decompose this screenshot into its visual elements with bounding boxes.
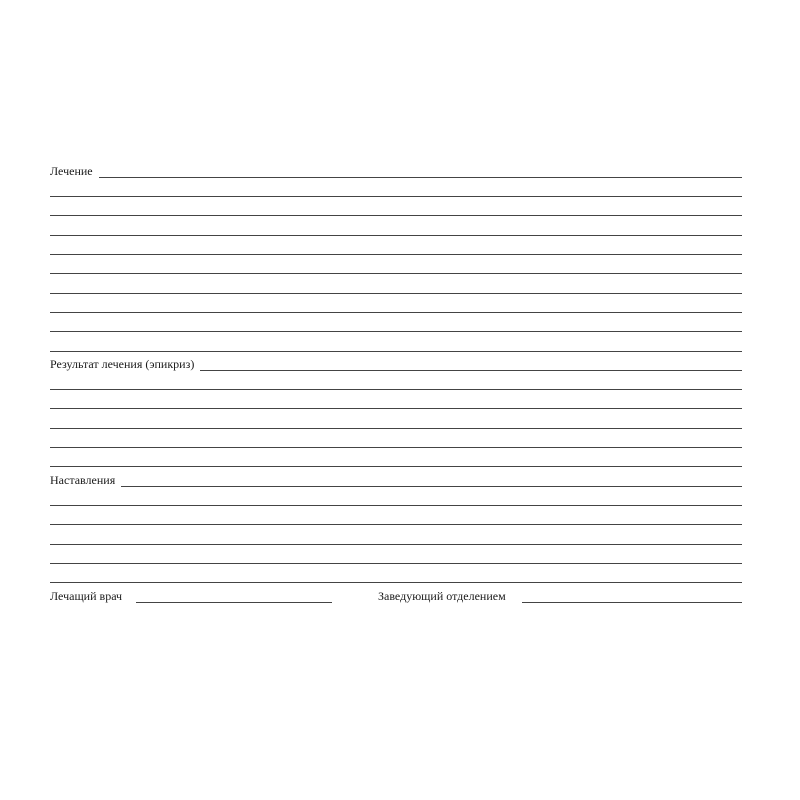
treatment-blank-line[interactable]: [50, 312, 742, 313]
result-label: Результат лечения (эпикриз): [50, 357, 200, 371]
treatment-blank-line[interactable]: [50, 293, 742, 294]
instructions-field[interactable]: [50, 473, 742, 487]
treatment-blank-line[interactable]: [50, 331, 742, 332]
treatment-blank-line[interactable]: [50, 215, 742, 216]
result-field[interactable]: [50, 357, 742, 371]
instructions-blank-line[interactable]: [50, 505, 742, 506]
doctor-signature-line[interactable]: [136, 602, 332, 603]
signature-row: [50, 589, 742, 603]
treatment-field[interactable]: [50, 164, 742, 178]
instructions-blank-line[interactable]: [50, 524, 742, 525]
instructions-blank-line[interactable]: [50, 582, 742, 583]
treatment-blank-line[interactable]: [50, 254, 742, 255]
result-blank-line[interactable]: [50, 428, 742, 429]
treatment-blank-line[interactable]: [50, 351, 742, 352]
treatment-blank-line[interactable]: [50, 196, 742, 197]
instructions-blank-line[interactable]: [50, 563, 742, 564]
result-blank-line[interactable]: [50, 408, 742, 409]
instructions-blank-line[interactable]: [50, 544, 742, 545]
treatment-blank-line[interactable]: [50, 235, 742, 236]
treatment-line: [50, 177, 742, 178]
doctor-label: Лечащий врач: [50, 589, 128, 603]
result-blank-line[interactable]: [50, 447, 742, 448]
result-blank-line[interactable]: [50, 466, 742, 467]
instructions-line: [50, 486, 742, 487]
head-label: Заведующий отделением: [378, 589, 512, 603]
head-signature-line[interactable]: [522, 602, 742, 603]
treatment-label: Лечение: [50, 164, 99, 178]
result-blank-line[interactable]: [50, 389, 742, 390]
treatment-blank-line[interactable]: [50, 273, 742, 274]
instructions-label: Наставления: [50, 473, 121, 487]
